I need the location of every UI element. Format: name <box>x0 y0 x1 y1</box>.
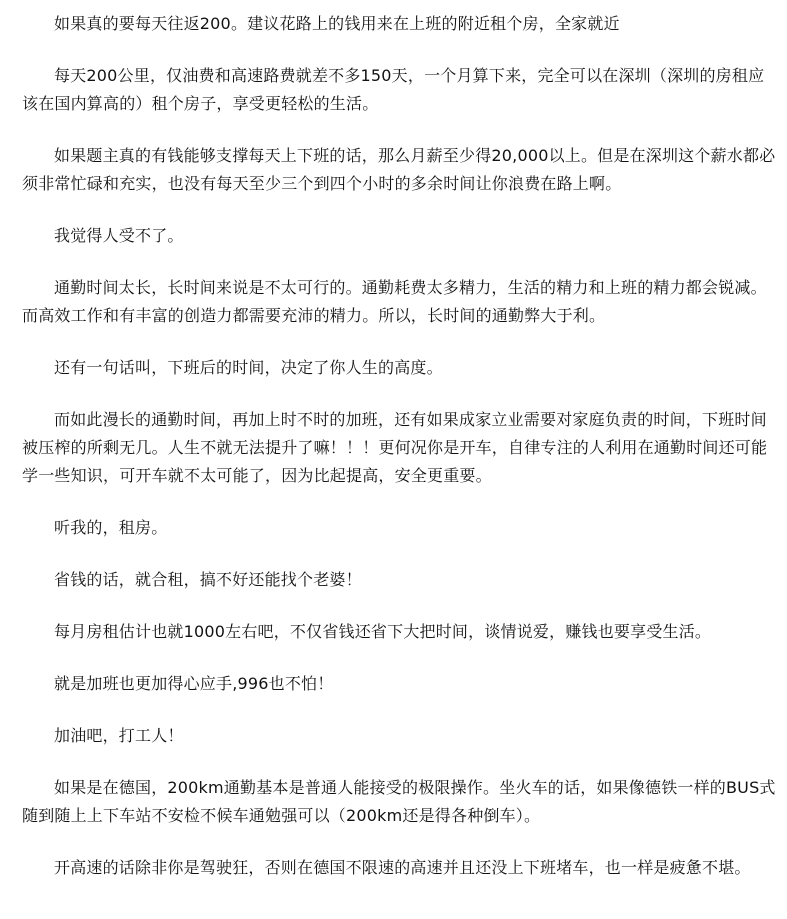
paragraph-10: 每月房租估计也就1000左右吧，不仅省钱还省下大把时间，谈情说爱，赚钱也要享受生活。 <box>54 622 712 641</box>
paragraph-5: 通勤时间太长，长时间来说是不太可行的。通勤耗费太多精力，生活的精力和上班的精力都会锐减。而高效工作和有丰富的创造力都需要充沛的精力。所以，长时间的通勤弊大于利。 <box>22 278 767 325</box>
paragraph-3: 如果题主真的有钱能够支撑每天上下班的话，那么月薪至少得20,000以上。但是在深圳这个薪水都必须非常忙碌和充实，也没有每天至少三个到四个小时的多余时间让你浪费在路上啊。 <box>22 146 776 193</box>
paragraph-1: 如果真的要每天往返200。建议花路上的钱用来在上班的附近租个房，全家就近 <box>54 14 620 33</box>
paragraph-14: 开高速的话除非你是驾驶狂，否则在德国不限速的高速并且还没上下班堵车，也一样是疲惫不堪。 <box>54 858 751 877</box>
paragraph-13: 如果是在德国，200km通勤基本是普通人能接受的极限操作。坐火车的话，如果像德铁一样的BUS式随到随上上下车站不安检不候车通勉强可以（200km还是得各种倒车）。 <box>22 778 776 825</box>
paragraph-9: 省钱的话，就合租，搞不好还能找个老婆！ <box>54 570 362 589</box>
paragraph-12: 加油吧，打工人！ <box>54 726 184 745</box>
paragraph-6: 还有一句话叫，下班后的时间，决定了你人生的高度。 <box>54 358 443 377</box>
paragraph-7: 而如此漫长的通勤时间，再加上时不时的加班，还有如果成家立业需要对家庭负责的时间，下班时间被压榨的所剩无几。人生不就无法提升了嘛！！！更何况你是开车，自律专注的人利用在通勤时间还可能学一些知识，可开车就不太可能了，因为比起提高，安全更重要。 <box>22 410 768 485</box>
paragraph-11: 就是加班也更加得心应手,996也不怕！ <box>54 674 334 693</box>
paragraph-8: 听我的，租房。 <box>54 518 168 537</box>
paragraph-2: 每天200公里，仅油费和高速路费就差不多150天，一个月算下来，完全可以在深圳（深圳的房租应该在国内算高的）租个房子，享受更轻松的生活。 <box>22 66 765 113</box>
paragraph-4: 我觉得人受不了。 <box>54 226 184 245</box>
article-body <box>22 0 778 882</box>
